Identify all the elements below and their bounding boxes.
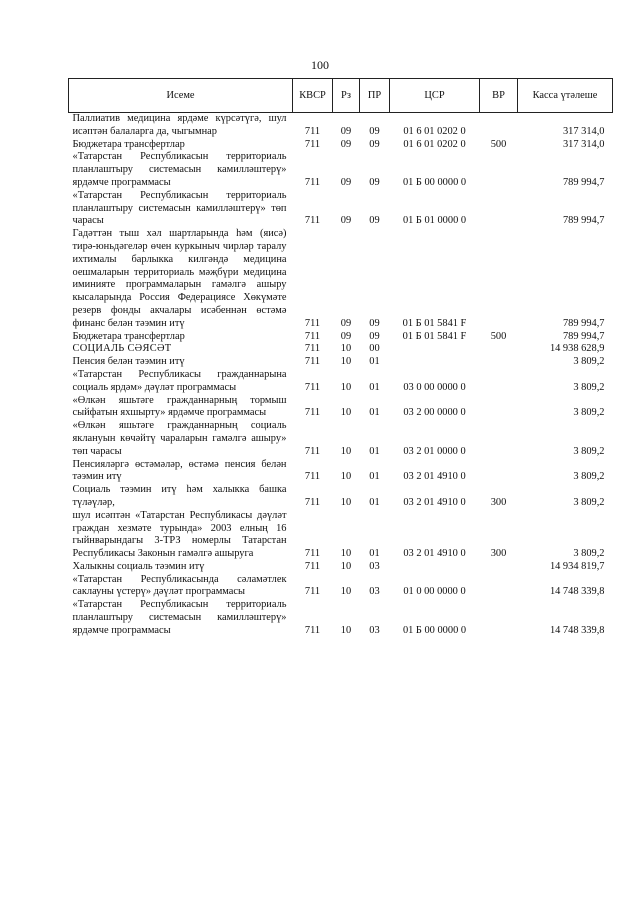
header-kassa: Касса үтәлеше	[518, 79, 613, 113]
cell-name: Бюджетара трансфертлар	[72, 138, 185, 150]
cell-csr: 01 6 01 0202 0	[403, 138, 466, 150]
cell-vr	[480, 343, 518, 356]
cell-kvsr: 711	[304, 330, 321, 342]
cell-kvsr: 711	[304, 548, 321, 560]
cell-pr: 00	[369, 343, 380, 355]
cell-name: Пенсияләргә өстәмәләр, өстәмә пенсия белән тәэмин итү	[72, 458, 287, 483]
cell-rz: 09	[340, 215, 352, 227]
table-row	[69, 484, 613, 510]
table-row	[69, 139, 613, 152]
budget-table	[68, 78, 613, 638]
cell-pr: 03	[369, 624, 380, 636]
cell-kvsr: 711	[304, 125, 321, 137]
cell-rz: 10	[340, 471, 352, 483]
cell-name: «Татарстан Республикасын территориаль планлаштыру системасын камилләштерү» ярдәмче программасы	[72, 151, 287, 188]
cell-kvsr: 711	[304, 407, 321, 419]
cell-rz: 09	[340, 138, 352, 150]
cell-name: шул исәптән «Татарстан Республикасы дәүләт граждан хезмәте турында» 2003 елның 16 гыйнварындагы 3-ТРЗ номерлы Татарстан Республикасы Законын гамәлгә ашыруга	[72, 509, 287, 560]
cell-pr: 01	[369, 548, 380, 560]
cell-name: «Татарстан Республикасын территориаль планлаштыру системасын камилләштерү» ярдәмче программасы	[72, 599, 287, 636]
table-row	[69, 574, 613, 600]
cell-kvsr: 711	[304, 586, 321, 598]
cell-pr: 09	[369, 138, 380, 150]
cell-amount: 14 748 339,8	[549, 586, 605, 598]
cell-amount: 789 994,7	[562, 176, 605, 188]
cell-amount: 789 994,7	[562, 330, 605, 342]
table-row	[69, 369, 613, 395]
cell-pr: 01	[369, 407, 380, 419]
table-row	[69, 459, 613, 485]
table-row	[69, 113, 613, 139]
cell-name: «Татарстан Республикасы гражданнарына социаль ярдәм» дәүләт программасы	[72, 368, 287, 393]
cell-name: Пенсия белән тәэмин итү	[72, 356, 185, 368]
cell-csr: 01 6 01 0202 0	[403, 125, 466, 137]
cell-pr: 01	[369, 496, 380, 508]
cell-amount: 3 809,2	[573, 381, 605, 393]
header-rz: Рз	[333, 79, 360, 113]
cell-name: «Татарстан Республикасын территориаль планлаштыру системасын камилләштерү» төп чарасы	[72, 189, 287, 227]
table-row	[69, 190, 613, 228]
cell-pr: 01	[369, 381, 380, 393]
header-pr: ПР	[360, 79, 390, 113]
cell-kvsr: 711	[304, 356, 321, 368]
table-row	[69, 599, 613, 637]
cell-rz: 10	[340, 496, 352, 508]
table-row	[69, 151, 613, 189]
header-name: Исеме	[69, 79, 293, 113]
cell-kvsr: 711	[304, 215, 321, 227]
cell-kvsr: 711	[304, 317, 321, 329]
cell-vr: 300	[490, 496, 507, 508]
cell-name: «Өлкән яшьтәге гражданнарның тормыш сыйфатын яхшырту» ярдәмче программасы	[72, 394, 287, 419]
cell-csr: 03 2 01 4910 0	[403, 496, 466, 508]
cell-rz: 10	[340, 586, 352, 598]
cell-name: Гадәттән тыш хәл шартларында һәм (яисә) тирә-юньдәгеләр өчен куркыныч чирләр таралу ихтималы барлыкка килгәндә медицина оешмаларын территориаль мәҗбүри медицина иминияте программаларын гамәлгә ашыру кысаларында Россия Федерациясе Хөкүмәте резерв фонды акчалары исәбеннән өстәмә финанс белән тәэмин итү	[72, 228, 287, 329]
cell-pr: 03	[369, 560, 380, 572]
cell-kvsr: 711	[304, 445, 321, 457]
cell-rz: 10	[340, 445, 352, 457]
cell-vr	[480, 395, 518, 421]
table-row	[69, 343, 613, 356]
cell-pr: 09	[369, 215, 380, 227]
cell-vr	[480, 420, 518, 458]
cell-kvsr: 711	[304, 343, 321, 355]
cell-pr: 09	[369, 176, 380, 188]
cell-csr: 03 0 00 0000 0	[403, 381, 466, 393]
cell-vr	[480, 459, 518, 485]
cell-amount: 317 314,0	[562, 125, 605, 137]
cell-rz: 09	[340, 125, 352, 137]
cell-rz: 10	[340, 548, 352, 560]
cell-vr: 300	[490, 548, 507, 560]
cell-name: Халыкны социаль тәэмин итү	[72, 560, 205, 572]
cell-name: СОЦИАЛЬ СӘЯСӘТ	[72, 343, 172, 355]
cell-csr: 01 Б 01 0000 0	[402, 215, 467, 227]
cell-name: Социаль тәэмин итү һәм халыкка башка түләүләр,	[72, 484, 287, 508]
cell-name: «Өлкән яшьтәге гражданнарның социаль яклануын көчәйтү чараларын гамәлгә ашыру» төп чарасы	[72, 420, 287, 457]
cell-csr: 01 Б 00 0000 0	[402, 624, 467, 636]
table-row	[69, 228, 613, 330]
cell-csr: 03 2 01 0000 0	[403, 445, 466, 457]
cell-csr: 01 Б 01 5841 F	[402, 330, 467, 342]
table-row	[69, 356, 613, 369]
cell-kvsr: 711	[304, 381, 321, 393]
cell-vr	[480, 190, 518, 228]
cell-amount: 789 994,7	[562, 215, 605, 227]
cell-amount: 3 809,2	[573, 356, 605, 368]
cell-pr: 09	[369, 317, 380, 329]
table-row	[69, 395, 613, 421]
cell-amount: 14 748 339,8	[549, 624, 605, 636]
cell-rz: 09	[340, 317, 352, 329]
cell-csr: 01 Б 00 0000 0	[402, 176, 467, 188]
cell-amount: 3 809,2	[573, 496, 605, 508]
cell-name: Паллиатив медицина ярдәме күрсәтүгә, шул исәптән балаларга да, чыгымнар	[72, 113, 287, 137]
cell-pr: 01	[369, 471, 380, 483]
cell-vr	[480, 113, 518, 139]
cell-rz: 10	[340, 560, 352, 572]
cell-vr	[480, 151, 518, 189]
cell-vr	[480, 356, 518, 369]
cell-amount: 14 934 819,7	[549, 560, 605, 572]
cell-kvsr: 711	[304, 560, 321, 572]
cell-amount: 14 938 628,9	[549, 343, 605, 355]
cell-pr: 09	[369, 330, 380, 342]
cell-rz: 10	[340, 356, 352, 368]
cell-rz: 10	[340, 343, 352, 355]
cell-amount: 3 809,2	[573, 445, 605, 457]
cell-name: «Татарстан Республикасында сәламәтлек саклауны үстерү» дәүләт программасы	[72, 573, 287, 598]
table-row	[69, 561, 613, 574]
cell-rz: 10	[340, 381, 352, 393]
table-header-row	[69, 79, 613, 113]
cell-amount: 789 994,7	[562, 317, 605, 329]
cell-name: Бюджетара трансфертлар	[72, 330, 185, 342]
cell-csr	[390, 343, 480, 356]
table-row	[69, 510, 613, 561]
header-vr: ВР	[480, 79, 518, 113]
cell-pr: 09	[369, 125, 380, 137]
cell-kvsr: 711	[304, 496, 321, 508]
header-kvsr: КВСР	[293, 79, 333, 113]
page-number: 100	[311, 58, 329, 72]
cell-vr	[480, 561, 518, 574]
cell-pr: 01	[369, 445, 380, 457]
cell-vr	[480, 599, 518, 637]
cell-amount: 3 809,2	[573, 471, 605, 483]
cell-csr: 03 2 01 4910 0	[403, 548, 466, 560]
cell-amount: 317 314,0	[562, 138, 605, 150]
cell-csr	[390, 356, 480, 369]
cell-vr	[480, 228, 518, 330]
cell-rz: 10	[340, 407, 352, 419]
cell-csr: 03 2 00 0000 0	[403, 407, 466, 419]
header-csr: ЦСР	[390, 79, 480, 113]
cell-vr	[480, 369, 518, 395]
cell-kvsr: 711	[304, 176, 321, 188]
cell-kvsr: 711	[304, 471, 321, 483]
table-row	[69, 331, 613, 344]
cell-csr: 03 2 01 4910 0	[403, 471, 466, 483]
cell-vr	[480, 574, 518, 600]
cell-rz: 09	[340, 330, 352, 342]
cell-pr: 03	[369, 586, 380, 598]
cell-vr: 500	[490, 330, 507, 342]
cell-rz: 10	[340, 624, 352, 636]
cell-kvsr: 711	[304, 138, 321, 150]
cell-csr: 01 0 00 0000 0	[403, 586, 466, 598]
cell-amount: 3 809,2	[573, 548, 605, 560]
cell-rz: 09	[340, 176, 352, 188]
cell-pr: 01	[369, 356, 380, 368]
cell-kvsr: 711	[304, 624, 321, 636]
cell-amount: 3 809,2	[573, 407, 605, 419]
cell-csr	[390, 561, 480, 574]
cell-csr: 01 Б 01 5841 F	[402, 317, 467, 329]
cell-vr: 500	[490, 138, 507, 150]
table-row	[69, 420, 613, 458]
